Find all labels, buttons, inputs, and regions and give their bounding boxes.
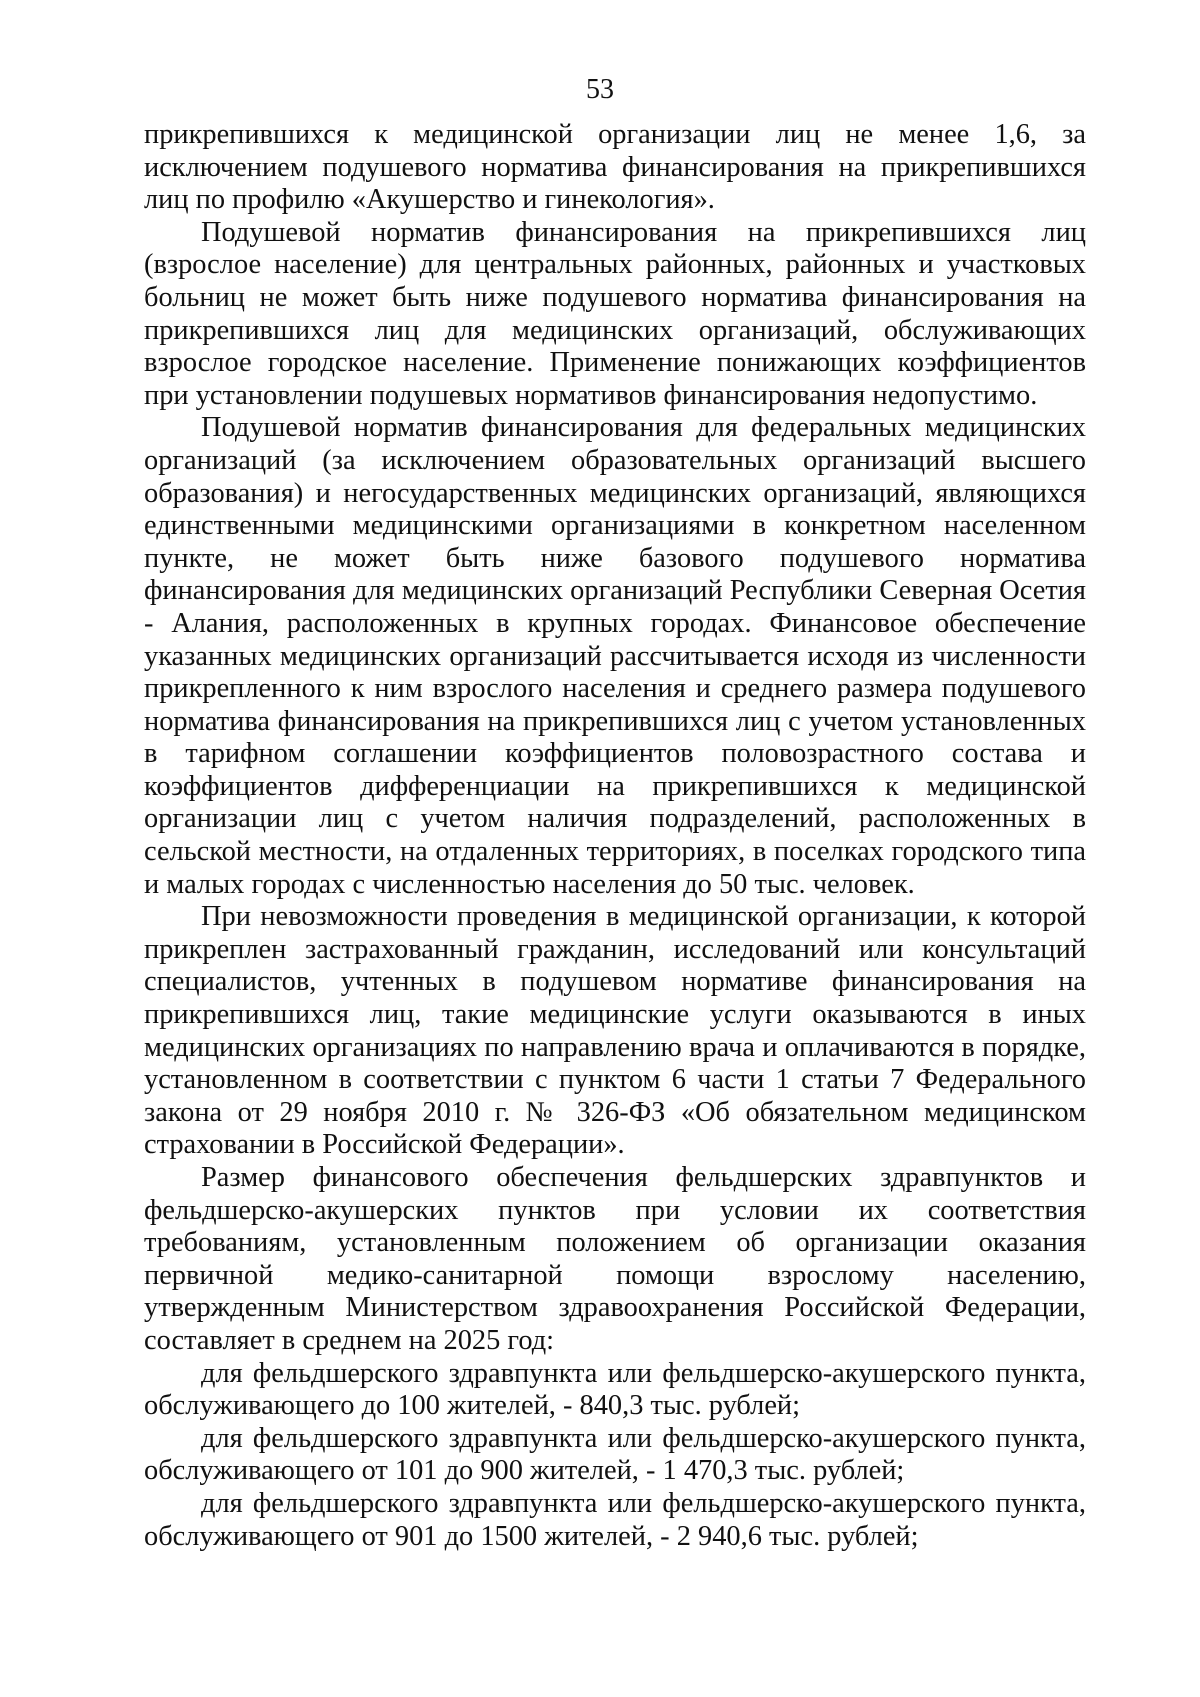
list-item-901-to-1500: для фельдшерского здравпункта или фельдшерско-акушерского пункта, обслуживающего от 901 до 1500 жителей, - 2 940,6 тыс. рублей; [144, 1487, 1086, 1552]
paragraph-continuation: прикрепившихся к медицинской организации лиц не менее 1,6, за исключением подушевого норматива финансирования на прикрепившихся лиц по профилю «Акушерство и гинекология». [144, 119, 1086, 216]
document-body [144, 119, 1086, 1553]
paragraph-impossibility-of-research: При невозможности проведения в медицинской организации, к которой прикреплен застрахованный гражданин, исследований или консультаций специалистов, учтенных в подушевом нормативе финансирования на прикрепившихся лиц, такие медицинские услуги оказываются в иных медицинских организациях по направлению врача и оплачиваются в порядке, установленном в соответствии с пунктом 6 части 1 статьи 7 Федерального закона от 29 ноября 2010 г. № 326-ФЗ «Об обязательном медицинском страховании в Российской Федерации». [144, 901, 1086, 1161]
page-number: 53 [586, 74, 614, 105]
list-item-up-to-100: для фельдшерского здравпункта или фельдшерско-акушерского пункта, обслуживающего до 100 жителей, - 840,3 тыс. рублей; [144, 1357, 1086, 1422]
paragraph-feldsher-financing: Размер финансового обеспечения фельдшерских здравпунктов и фельдшерско-акушерских пунктов при условии их соответствия требованиям, установленным положением об организации оказания первичной медико-санитарной помощи взрослому населению, утвержденным Министерством здравоохранения Российской Федерации, составляет в среднем на 2025 год: [144, 1162, 1086, 1356]
list-item-101-to-900: для фельдшерского здравпункта или фельдшерско-акушерского пункта, обслуживающего от 101 до 900 жителей, - 1 470,3 тыс. рублей; [144, 1422, 1086, 1487]
paragraph-central-hospitals: Подушевой норматив финансирования на прикрепившихся лиц (взрослое население) для центральных районных, районных и участковых больниц не может быть ниже подушевого норматива финансирования на прикрепившихся лиц для медицинских организаций, обслуживающих взрослое городское население. Применение понижающих коэффициентов при установлении подушевых нормативов финансирования недопустимо. [144, 216, 1086, 411]
paragraph-federal-organizations: Подушевой норматив финансирования для федеральных медицинских организаций (за исключением образовательных организаций высшего образования) и негосударственных медицинских организаций, являющихся единственными медицинскими организациями в конкретном населенном пункте, не может быть ниже базового подушевого норматива финансирования для медицинских организаций Республики Северная Осетия - Алания, расположенных в крупных городах. Финансовое обеспечение указанных медицинских организаций рассчитывается исходя из численности прикрепленного к ним взрослого населения и среднего размера подушевого норматива финансирования на прикрепившихся лиц с учетом установленных в тарифном соглашении коэффициентов половозрастного состава и коэффициентов дифференциации на прикрепившихся к медицинской организации лиц с учетом наличия подразделений, расположенных в сельской местности, на отдаленных территориях, в поселках городского типа и малых городах с численностью населения до 50 тыс. человек. [144, 412, 1086, 900]
